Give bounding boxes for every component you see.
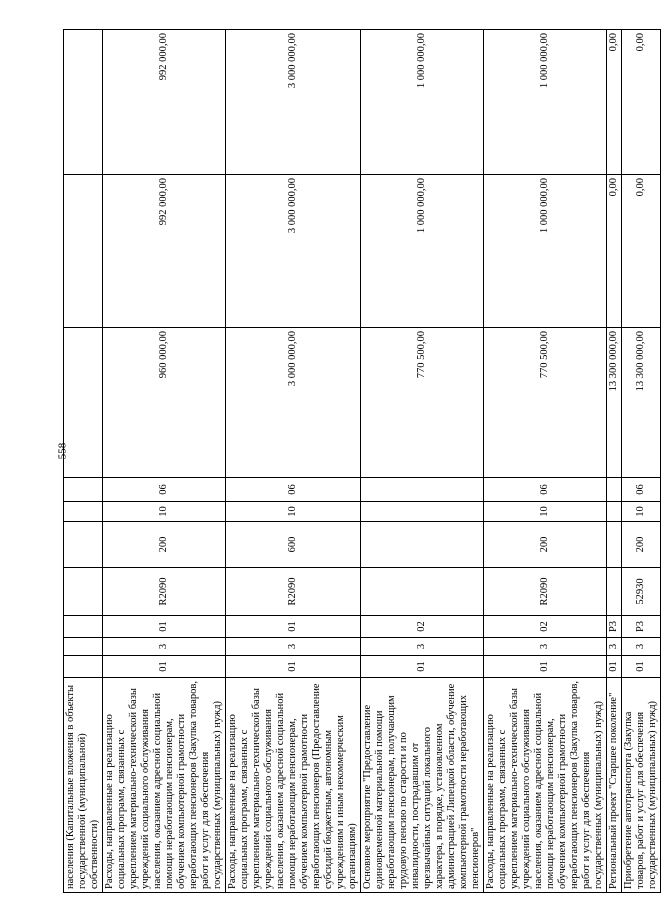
subsection-code xyxy=(607,478,622,502)
table-row xyxy=(103,30,226,893)
direction-code: R2090 xyxy=(103,568,226,616)
expense-type-code xyxy=(607,522,622,568)
expense-type-code: 200 xyxy=(622,522,661,568)
expense-type-code: 200 xyxy=(103,522,226,568)
row-description: Основное мероприятие "Предоставление единовременной материальной помощи неработающим пенсионерам, получающим трудовую пенсию по старости и по инвалидности, пострадавшим от чрезвычайных ситуаций локального характера, в порядке, установленном администрацией Липецкой области, обучение компьютерной грамотности неработающих пенсионеров" xyxy=(361,678,484,893)
row-description: Приобретение автотранспорта (Закупка товаров, работ и услуг для обеспечения государственных (муниципальных) нужд) xyxy=(622,678,661,893)
rotated-table-wrapper xyxy=(63,30,658,893)
event-code xyxy=(64,616,103,638)
section-code xyxy=(607,502,622,522)
table-row xyxy=(361,30,484,893)
amount-year-3: 992 000,00 xyxy=(103,30,226,175)
table-body xyxy=(64,30,661,893)
program-code xyxy=(64,656,103,678)
program-code: 01 xyxy=(103,656,226,678)
row-description: Расходы, направленные на реализацию социальных программ, связанных с укреплением материально-технической базы учреждений социального обслуживания населения, оказанием адресной социальной помощи неработающим пенсионерам, обучением компьютерной грамотности неработающих пенсионеров (Предоставление субсидий бюджетным, автономным учреждениям и иным некоммерческим организациям) xyxy=(226,678,361,893)
direction-code: 52930 xyxy=(622,568,661,616)
event-code: P3 xyxy=(622,616,661,638)
amount-year-1 xyxy=(64,328,103,478)
row-description: населения (Капитальные вложения в объекты государственной (муниципальной) собственности) xyxy=(64,678,103,893)
amount-year-2: 0,00 xyxy=(622,175,661,328)
section-code: 10 xyxy=(226,502,361,522)
section-code: 10 xyxy=(484,502,607,522)
amount-year-1: 13 300 000,00 xyxy=(622,328,661,478)
subprogram-code: 3 xyxy=(361,638,484,656)
subprogram-code xyxy=(64,638,103,656)
program-code: 01 xyxy=(622,656,661,678)
section-code: 10 xyxy=(622,502,661,522)
expense-type-code xyxy=(64,522,103,568)
program-code: 01 xyxy=(361,656,484,678)
event-code: P3 xyxy=(607,616,622,638)
subprogram-code: 3 xyxy=(607,638,622,656)
row-description: Региональный проект "Старшее поколение" xyxy=(607,678,622,893)
subsection-code xyxy=(64,478,103,502)
amount-year-1: 770 500,00 xyxy=(361,328,484,478)
table-row xyxy=(607,30,622,893)
subprogram-code: 3 xyxy=(103,638,226,656)
event-code: 01 xyxy=(103,616,226,638)
program-code: 01 xyxy=(484,656,607,678)
amount-year-3: 0,00 xyxy=(622,30,661,175)
subprogram-code: 3 xyxy=(226,638,361,656)
amount-year-3: 3 000 000,00 xyxy=(226,30,361,175)
amount-year-2: 0,00 xyxy=(607,175,622,328)
expense-type-code: 200 xyxy=(484,522,607,568)
subsection-code: 06 xyxy=(622,478,661,502)
amount-year-1: 770 500,00 xyxy=(484,328,607,478)
amount-year-1: 3 000 000,00 xyxy=(226,328,361,478)
amount-year-2: 3 000 000,00 xyxy=(226,175,361,328)
row-description: Расходы, направленные на реализацию социальных программ, связанных с укреплением материально-технической базы учреждений социального обслуживания населения, оказанием адресной социальной помощи неработающим пенсионерам, обучением компьютерной грамотности неработающих пенсионеров (Закупка товаров, работ и услуг для обеспечения государственных (муниципальных) нужд) xyxy=(484,678,607,893)
subsection-code: 06 xyxy=(226,478,361,502)
section-code: 10 xyxy=(103,502,226,522)
budget-table xyxy=(63,29,661,893)
amount-year-3: 0,00 xyxy=(607,30,622,175)
direction-code: R2090 xyxy=(226,568,361,616)
direction-code: R2090 xyxy=(484,568,607,616)
expense-type-code xyxy=(361,522,484,568)
row-description: Расходы, направленные на реализацию социальных программ, связанных с укреплением материально-технической базы учреждений социального обслуживания населения, оказанием адресной социальной помощи неработающим пенсионерам, обучением компьютерной грамотности неработающих пенсионеров (Закупка товаров, работ и услуг для обеспечения государственных (муниципальных) нужд) xyxy=(103,678,226,893)
subsection-code: 06 xyxy=(103,478,226,502)
subprogram-code: 3 xyxy=(484,638,607,656)
amount-year-3: 1 000 000,00 xyxy=(361,30,484,175)
amount-year-3 xyxy=(64,30,103,175)
table-row xyxy=(484,30,607,893)
subsection-code xyxy=(361,478,484,502)
subprogram-code: 3 xyxy=(622,638,661,656)
table-row xyxy=(226,30,361,893)
direction-code xyxy=(64,568,103,616)
event-code: 01 xyxy=(226,616,361,638)
amount-year-2: 992 000,00 xyxy=(103,175,226,328)
amount-year-2: 1 000 000,00 xyxy=(484,175,607,328)
amount-year-2: 1 000 000,00 xyxy=(361,175,484,328)
program-code: 01 xyxy=(226,656,361,678)
program-code: 01 xyxy=(607,656,622,678)
direction-code xyxy=(361,568,484,616)
page-number: 558 xyxy=(56,442,69,460)
amount-year-2 xyxy=(64,175,103,328)
expense-type-code: 600 xyxy=(226,522,361,568)
subsection-code: 06 xyxy=(484,478,607,502)
table-row xyxy=(64,30,103,893)
event-code: 02 xyxy=(484,616,607,638)
section-code xyxy=(361,502,484,522)
amount-year-3: 1 000 000,00 xyxy=(484,30,607,175)
direction-code xyxy=(607,568,622,616)
section-code xyxy=(64,502,103,522)
table-row xyxy=(622,30,661,893)
amount-year-1: 13 300 000,00 xyxy=(607,328,622,478)
amount-year-1: 960 000,00 xyxy=(103,328,226,478)
event-code: 02 xyxy=(361,616,484,638)
